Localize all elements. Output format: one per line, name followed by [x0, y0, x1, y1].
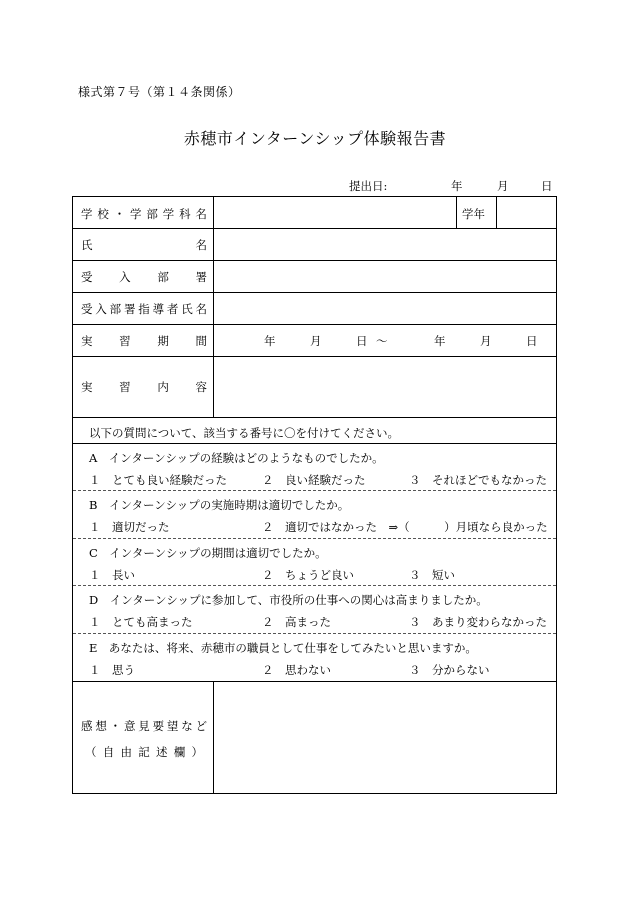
question-c-option-1[interactable]: １ 長い [89, 568, 135, 582]
period-start-year: 年 [264, 334, 276, 348]
submitted-year-label: 年 [451, 179, 463, 193]
period-end-year: 年 [434, 334, 446, 348]
question-e-option-2[interactable]: ２ 思わない [262, 663, 331, 677]
question-e: E あなたは、将来、赤穂市の職員として仕事をしてみたいと思いますか。 [89, 641, 477, 655]
question-separator [73, 585, 556, 586]
question-d-option-1[interactable]: １ とても高まった [89, 615, 193, 629]
period-start-day: 日 [356, 334, 368, 348]
grade-label: 学年 [462, 207, 485, 221]
question-d-option-3[interactable]: ３ あまり変わらなかった [409, 615, 547, 629]
comments-sublabel: （ 自 由 記 述 欄 ） [85, 745, 203, 759]
period-label: 実 習 期 間 [81, 334, 207, 348]
period-tilde: ～ [376, 334, 388, 348]
period-field[interactable] [213, 325, 556, 356]
question-b-option-1[interactable]: １ 適切だった [89, 520, 170, 534]
instruction-divider [73, 443, 556, 444]
submission-date-row [0, 178, 630, 194]
school-label: 学 校 ・ 学 部 学 科 名 [81, 207, 207, 221]
question-e-option-3[interactable]: ３ 分からない [409, 663, 490, 677]
form-number: 様式第７号（第１４条関係） [78, 85, 241, 99]
period-end-day: 日 [526, 334, 538, 348]
content-label: 実 習 内 容 [81, 380, 207, 394]
name-field[interactable] [213, 229, 556, 260]
questionnaire-instruction: 以下の質問について、該当する番号に〇を付けてください。 [89, 426, 400, 440]
label-column-divider [213, 197, 214, 417]
supervisor-label: 受 入 部 署 指 導 者 氏 名 [81, 302, 207, 316]
question-d-option-2[interactable]: ２ 高まった [262, 615, 331, 629]
page-title: 赤穂市インターンシップ体験報告書 [183, 129, 447, 148]
row-divider [73, 417, 556, 418]
period-end-month: 月 [480, 334, 492, 348]
question-a-option-1[interactable]: １ とても良い経験だった [89, 473, 227, 487]
question-a-option-3[interactable]: ３ それほどでもなかった [409, 473, 547, 487]
submitted-label: 提出日: [349, 179, 388, 193]
submitted-day-label: 日 [541, 179, 553, 193]
submitted-month-label: 月 [497, 179, 509, 193]
content-field[interactable] [213, 357, 556, 417]
department-field[interactable] [213, 261, 556, 292]
question-separator [73, 538, 556, 539]
school-field[interactable] [213, 197, 450, 228]
comments-field[interactable] [213, 682, 556, 794]
grade-field[interactable] [497, 197, 556, 228]
question-a-option-2[interactable]: ２ 良い経験だった [262, 473, 366, 487]
question-a: A インターンシップの経験はどのようなものでしたか。 [89, 451, 384, 465]
question-c-option-2[interactable]: ２ ちょうど良い [262, 568, 354, 582]
question-separator [73, 490, 556, 491]
report-form [72, 196, 557, 794]
name-label: 氏 名 [81, 238, 207, 252]
question-b: B インターンシップの実施時期は適切でしたか。 [89, 498, 350, 512]
comments-label: 感 想 ・ 意 見 要 望 な ど [81, 719, 207, 733]
question-b-option-2[interactable]: ２ 適切ではなかった ⇒（ ）月頃なら良かった [262, 520, 548, 534]
question-separator [73, 633, 556, 634]
question-d: D インターンシップに参加して、市役所の仕事への関心は高まりましたか。 [89, 593, 488, 607]
period-start-month: 月 [310, 334, 322, 348]
supervisor-field[interactable] [213, 293, 556, 324]
question-c: C インターンシップの期間は適切でしたか。 [89, 546, 327, 560]
department-label: 受 入 部 署 [81, 270, 207, 284]
question-e-option-1[interactable]: １ 思う [89, 663, 135, 677]
question-c-option-3[interactable]: ３ 短い [409, 568, 455, 582]
grade-divider-left [456, 197, 457, 228]
